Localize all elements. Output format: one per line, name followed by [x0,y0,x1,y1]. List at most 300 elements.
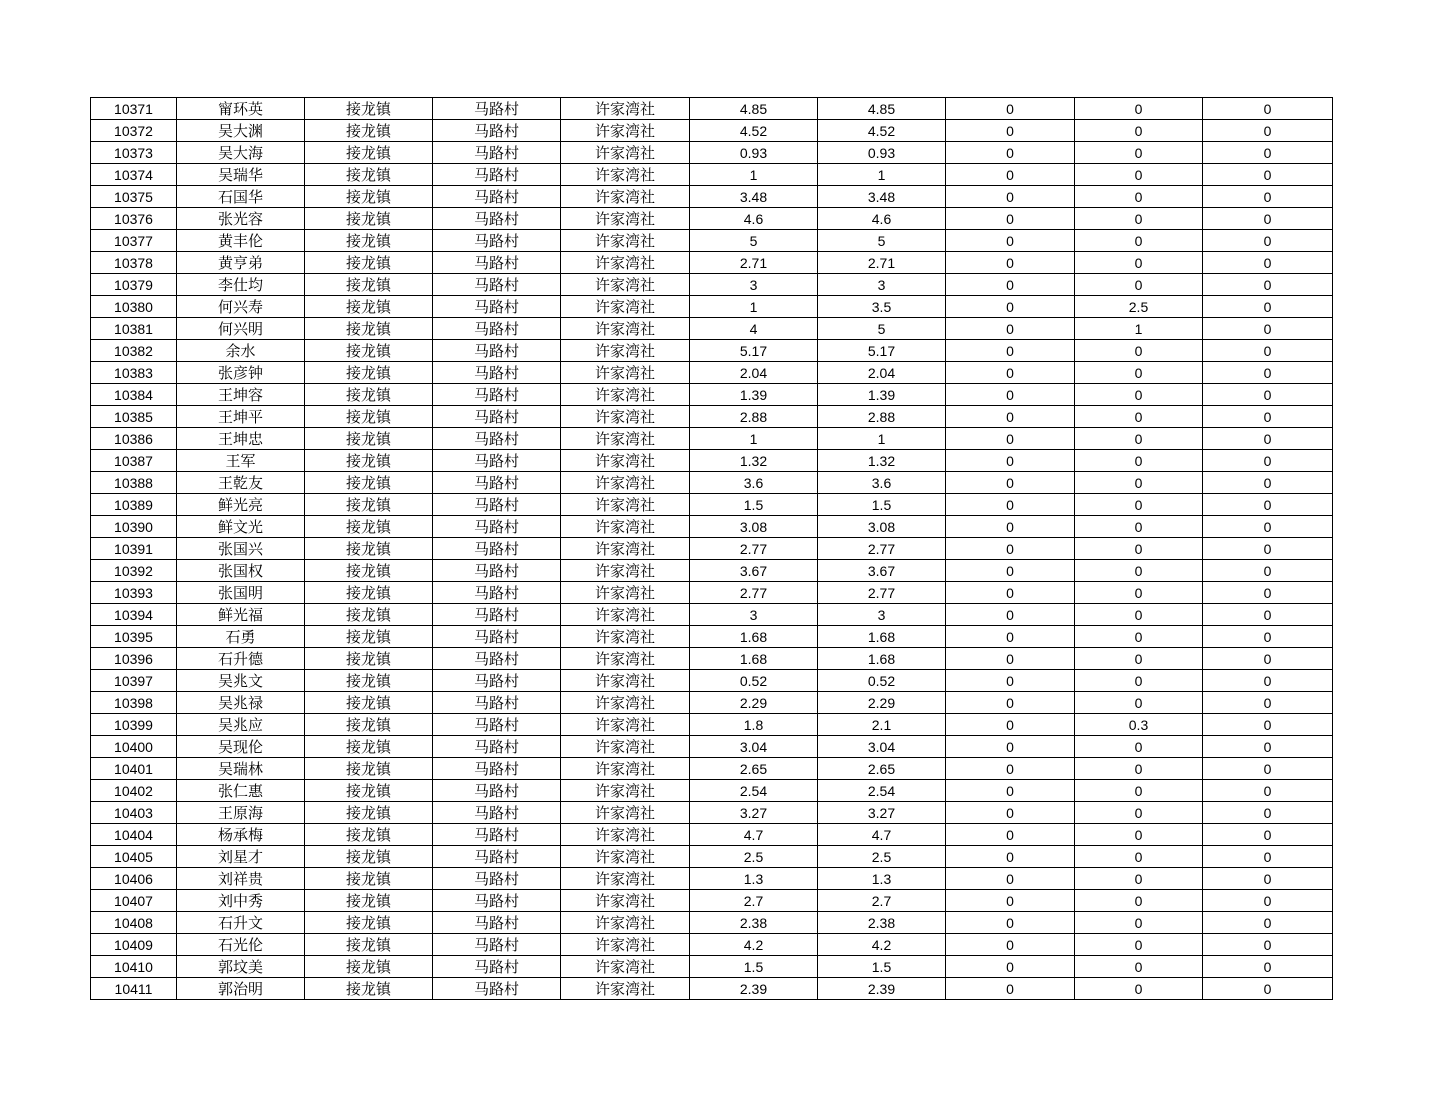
value-b-cell: 1.32 [818,450,946,472]
table-row [91,692,1333,714]
value-d-cell: 0 [1075,98,1203,120]
village-cell: 马路村 [433,362,561,384]
id-cell: 10393 [91,582,177,604]
value-d-cell: 0 [1075,978,1203,1000]
id-cell: 10385 [91,406,177,428]
name-cell: 杨承梅 [177,824,305,846]
value-a-cell: 1.3 [690,868,818,890]
group-cell: 许家湾社 [561,670,690,692]
value-b-cell: 2.5 [818,846,946,868]
value-d-cell: 0 [1075,208,1203,230]
table-row [91,758,1333,780]
value-e-cell: 0 [1203,318,1333,340]
value-d-cell: 0 [1075,736,1203,758]
village-cell: 马路村 [433,472,561,494]
id-cell: 10396 [91,648,177,670]
value-c-cell: 0 [946,714,1075,736]
name-cell: 王乾友 [177,472,305,494]
value-b-cell: 3.27 [818,802,946,824]
value-d-cell: 0 [1075,912,1203,934]
value-e-cell: 0 [1203,890,1333,912]
value-d-cell: 0 [1075,604,1203,626]
value-a-cell: 3.6 [690,472,818,494]
town-cell: 接龙镇 [305,868,433,890]
value-c-cell: 0 [946,428,1075,450]
name-cell: 张国权 [177,560,305,582]
table-row [91,890,1333,912]
id-cell: 10388 [91,472,177,494]
id-cell: 10383 [91,362,177,384]
name-cell: 吴兆应 [177,714,305,736]
table-row [91,934,1333,956]
value-e-cell: 0 [1203,98,1333,120]
value-b-cell: 0.93 [818,142,946,164]
value-e-cell: 0 [1203,340,1333,362]
id-cell: 10382 [91,340,177,362]
group-cell: 许家湾社 [561,384,690,406]
table-row [91,868,1333,890]
name-cell: 甯环英 [177,98,305,120]
value-a-cell: 4.85 [690,98,818,120]
town-cell: 接龙镇 [305,692,433,714]
group-cell: 许家湾社 [561,714,690,736]
value-d-cell: 0 [1075,516,1203,538]
name-cell: 何兴明 [177,318,305,340]
value-e-cell: 0 [1203,736,1333,758]
town-cell: 接龙镇 [305,340,433,362]
value-c-cell: 0 [946,538,1075,560]
table-row [91,780,1333,802]
value-e-cell: 0 [1203,208,1333,230]
value-a-cell: 3.04 [690,736,818,758]
table-row [91,582,1333,604]
town-cell: 接龙镇 [305,626,433,648]
value-b-cell: 2.1 [818,714,946,736]
value-a-cell: 1.68 [690,648,818,670]
value-c-cell: 0 [946,142,1075,164]
town-cell: 接龙镇 [305,186,433,208]
town-cell: 接龙镇 [305,318,433,340]
town-cell: 接龙镇 [305,956,433,978]
id-cell: 10373 [91,142,177,164]
id-cell: 10386 [91,428,177,450]
group-cell: 许家湾社 [561,824,690,846]
group-cell: 许家湾社 [561,472,690,494]
town-cell: 接龙镇 [305,516,433,538]
value-d-cell: 0.3 [1075,714,1203,736]
town-cell: 接龙镇 [305,538,433,560]
value-a-cell: 3.48 [690,186,818,208]
village-cell: 马路村 [433,516,561,538]
value-d-cell: 0 [1075,758,1203,780]
value-c-cell: 0 [946,890,1075,912]
value-a-cell: 2.29 [690,692,818,714]
name-cell: 何兴寿 [177,296,305,318]
value-a-cell: 2.54 [690,780,818,802]
village-cell: 马路村 [433,164,561,186]
name-cell: 石升文 [177,912,305,934]
town-cell: 接龙镇 [305,230,433,252]
value-e-cell: 0 [1203,538,1333,560]
value-c-cell: 0 [946,846,1075,868]
table-row [91,340,1333,362]
town-cell: 接龙镇 [305,670,433,692]
village-cell: 马路村 [433,934,561,956]
town-cell: 接龙镇 [305,582,433,604]
value-c-cell: 0 [946,384,1075,406]
value-e-cell: 0 [1203,626,1333,648]
value-a-cell: 0.93 [690,142,818,164]
value-b-cell: 4.2 [818,934,946,956]
value-c-cell: 0 [946,582,1075,604]
value-e-cell: 0 [1203,384,1333,406]
value-a-cell: 4.6 [690,208,818,230]
town-cell: 接龙镇 [305,648,433,670]
name-cell: 张国明 [177,582,305,604]
table-row [91,494,1333,516]
village-cell: 马路村 [433,802,561,824]
value-c-cell: 0 [946,252,1075,274]
value-c-cell: 0 [946,362,1075,384]
group-cell: 许家湾社 [561,890,690,912]
table-row [91,736,1333,758]
value-e-cell: 0 [1203,582,1333,604]
town-cell: 接龙镇 [305,450,433,472]
group-cell: 许家湾社 [561,978,690,1000]
table-body [91,98,1333,1000]
value-c-cell: 0 [946,230,1075,252]
table-row [91,538,1333,560]
value-b-cell: 1.3 [818,868,946,890]
value-c-cell: 0 [946,164,1075,186]
value-a-cell: 2.65 [690,758,818,780]
name-cell: 李仕均 [177,274,305,296]
value-b-cell: 1.5 [818,956,946,978]
village-cell: 马路村 [433,604,561,626]
village-cell: 马路村 [433,230,561,252]
value-d-cell: 0 [1075,934,1203,956]
value-b-cell: 2.54 [818,780,946,802]
group-cell: 许家湾社 [561,648,690,670]
value-c-cell: 0 [946,670,1075,692]
village-cell: 马路村 [433,758,561,780]
id-cell: 10400 [91,736,177,758]
group-cell: 许家湾社 [561,846,690,868]
value-d-cell: 0 [1075,692,1203,714]
name-cell: 张国兴 [177,538,305,560]
value-e-cell: 0 [1203,230,1333,252]
table-row [91,230,1333,252]
id-cell: 10378 [91,252,177,274]
town-cell: 接龙镇 [305,824,433,846]
value-e-cell: 0 [1203,802,1333,824]
name-cell: 石勇 [177,626,305,648]
value-d-cell: 0 [1075,362,1203,384]
value-c-cell: 0 [946,780,1075,802]
value-d-cell: 0 [1075,670,1203,692]
value-d-cell: 0 [1075,274,1203,296]
value-c-cell: 0 [946,120,1075,142]
group-cell: 许家湾社 [561,912,690,934]
town-cell: 接龙镇 [305,120,433,142]
value-b-cell: 3 [818,604,946,626]
group-cell: 许家湾社 [561,868,690,890]
town-cell: 接龙镇 [305,912,433,934]
table-row [91,362,1333,384]
name-cell: 郭治明 [177,978,305,1000]
value-b-cell: 3.48 [818,186,946,208]
id-cell: 10409 [91,934,177,956]
value-b-cell: 3.67 [818,560,946,582]
name-cell: 吴兆禄 [177,692,305,714]
town-cell: 接龙镇 [305,296,433,318]
value-e-cell: 0 [1203,956,1333,978]
value-d-cell: 0 [1075,582,1203,604]
id-cell: 10407 [91,890,177,912]
value-e-cell: 0 [1203,274,1333,296]
town-cell: 接龙镇 [305,780,433,802]
value-a-cell: 2.88 [690,406,818,428]
value-d-cell: 0 [1075,142,1203,164]
table-row [91,120,1333,142]
id-cell: 10404 [91,824,177,846]
village-cell: 马路村 [433,274,561,296]
name-cell: 吴现伦 [177,736,305,758]
value-d-cell: 0 [1075,824,1203,846]
name-cell: 王军 [177,450,305,472]
name-cell: 刘中秀 [177,890,305,912]
value-a-cell: 2.39 [690,978,818,1000]
value-a-cell: 2.04 [690,362,818,384]
value-b-cell: 4.85 [818,98,946,120]
group-cell: 许家湾社 [561,340,690,362]
id-cell: 10408 [91,912,177,934]
id-cell: 10387 [91,450,177,472]
table-row [91,384,1333,406]
table-row [91,472,1333,494]
village-cell: 马路村 [433,582,561,604]
group-cell: 许家湾社 [561,274,690,296]
value-c-cell: 0 [946,736,1075,758]
group-cell: 许家湾社 [561,230,690,252]
table-row [91,98,1333,120]
id-cell: 10380 [91,296,177,318]
town-cell: 接龙镇 [305,934,433,956]
value-a-cell: 5 [690,230,818,252]
group-cell: 许家湾社 [561,956,690,978]
value-b-cell: 2.38 [818,912,946,934]
value-b-cell: 2.7 [818,890,946,912]
value-b-cell: 2.39 [818,978,946,1000]
id-cell: 10375 [91,186,177,208]
value-a-cell: 3.67 [690,560,818,582]
id-cell: 10406 [91,868,177,890]
name-cell: 黄亨弟 [177,252,305,274]
group-cell: 许家湾社 [561,164,690,186]
id-cell: 10398 [91,692,177,714]
value-a-cell: 1.5 [690,494,818,516]
value-c-cell: 0 [946,978,1075,1000]
value-a-cell: 4.2 [690,934,818,956]
town-cell: 接龙镇 [305,494,433,516]
town-cell: 接龙镇 [305,802,433,824]
name-cell: 刘星才 [177,846,305,868]
value-e-cell: 0 [1203,648,1333,670]
table-row [91,978,1333,1000]
town-cell: 接龙镇 [305,714,433,736]
village-cell: 马路村 [433,428,561,450]
group-cell: 许家湾社 [561,934,690,956]
village-cell: 马路村 [433,824,561,846]
value-e-cell: 0 [1203,120,1333,142]
value-c-cell: 0 [946,956,1075,978]
town-cell: 接龙镇 [305,758,433,780]
value-d-cell: 0 [1075,890,1203,912]
value-b-cell: 2.71 [818,252,946,274]
group-cell: 许家湾社 [561,516,690,538]
name-cell: 吴兆文 [177,670,305,692]
group-cell: 许家湾社 [561,626,690,648]
value-b-cell: 3.6 [818,472,946,494]
table-row [91,274,1333,296]
value-c-cell: 0 [946,296,1075,318]
table-row [91,802,1333,824]
value-c-cell: 0 [946,824,1075,846]
value-a-cell: 2.71 [690,252,818,274]
value-e-cell: 0 [1203,824,1333,846]
value-b-cell: 4.52 [818,120,946,142]
id-cell: 10372 [91,120,177,142]
value-e-cell: 0 [1203,164,1333,186]
value-b-cell: 4.6 [818,208,946,230]
group-cell: 许家湾社 [561,296,690,318]
village-cell: 马路村 [433,450,561,472]
group-cell: 许家湾社 [561,362,690,384]
value-b-cell: 1.68 [818,626,946,648]
id-cell: 10384 [91,384,177,406]
value-a-cell: 1.8 [690,714,818,736]
value-d-cell: 0 [1075,406,1203,428]
value-a-cell: 3.27 [690,802,818,824]
id-cell: 10392 [91,560,177,582]
value-e-cell: 0 [1203,472,1333,494]
value-e-cell: 0 [1203,186,1333,208]
value-e-cell: 0 [1203,252,1333,274]
town-cell: 接龙镇 [305,428,433,450]
name-cell: 郭坟美 [177,956,305,978]
value-a-cell: 1.5 [690,956,818,978]
value-e-cell: 0 [1203,934,1333,956]
village-cell: 马路村 [433,560,561,582]
group-cell: 许家湾社 [561,582,690,604]
value-d-cell: 0 [1075,846,1203,868]
village-cell: 马路村 [433,538,561,560]
id-cell: 10374 [91,164,177,186]
village-cell: 马路村 [433,956,561,978]
id-cell: 10403 [91,802,177,824]
name-cell: 王原海 [177,802,305,824]
name-cell: 鲜文光 [177,516,305,538]
value-c-cell: 0 [946,648,1075,670]
village-cell: 马路村 [433,912,561,934]
value-e-cell: 0 [1203,604,1333,626]
id-cell: 10377 [91,230,177,252]
group-cell: 许家湾社 [561,494,690,516]
village-cell: 马路村 [433,670,561,692]
name-cell: 余水 [177,340,305,362]
value-b-cell: 3.08 [818,516,946,538]
value-e-cell: 0 [1203,428,1333,450]
value-d-cell: 0 [1075,538,1203,560]
id-cell: 10390 [91,516,177,538]
id-cell: 10402 [91,780,177,802]
table-row [91,252,1333,274]
value-b-cell: 5 [818,318,946,340]
value-a-cell: 3 [690,274,818,296]
data-table [90,97,1333,1000]
table-row [91,296,1333,318]
id-cell: 10397 [91,670,177,692]
table-row [91,318,1333,340]
village-cell: 马路村 [433,340,561,362]
value-d-cell: 0 [1075,956,1203,978]
name-cell: 吴瑞华 [177,164,305,186]
village-cell: 马路村 [433,692,561,714]
group-cell: 许家湾社 [561,736,690,758]
table-row [91,714,1333,736]
value-e-cell: 0 [1203,406,1333,428]
value-b-cell: 1.39 [818,384,946,406]
value-b-cell: 5 [818,230,946,252]
village-cell: 马路村 [433,648,561,670]
group-cell: 许家湾社 [561,758,690,780]
name-cell: 鲜光福 [177,604,305,626]
value-c-cell: 0 [946,274,1075,296]
value-c-cell: 0 [946,340,1075,362]
village-cell: 马路村 [433,252,561,274]
table-row [91,406,1333,428]
table-row [91,846,1333,868]
name-cell: 张彦钟 [177,362,305,384]
table-row [91,164,1333,186]
id-cell: 10399 [91,714,177,736]
village-cell: 马路村 [433,846,561,868]
value-a-cell: 3 [690,604,818,626]
value-b-cell: 1.68 [818,648,946,670]
group-cell: 许家湾社 [561,142,690,164]
value-c-cell: 0 [946,208,1075,230]
value-d-cell: 0 [1075,472,1203,494]
value-a-cell: 4.7 [690,824,818,846]
value-e-cell: 0 [1203,560,1333,582]
value-e-cell: 0 [1203,142,1333,164]
value-e-cell: 0 [1203,912,1333,934]
value-d-cell: 0 [1075,164,1203,186]
value-c-cell: 0 [946,802,1075,824]
town-cell: 接龙镇 [305,846,433,868]
value-b-cell: 1 [818,164,946,186]
value-c-cell: 0 [946,472,1075,494]
town-cell: 接龙镇 [305,274,433,296]
town-cell: 接龙镇 [305,252,433,274]
value-c-cell: 0 [946,98,1075,120]
value-b-cell: 2.29 [818,692,946,714]
value-d-cell: 0 [1075,560,1203,582]
town-cell: 接龙镇 [305,978,433,1000]
village-cell: 马路村 [433,714,561,736]
town-cell: 接龙镇 [305,362,433,384]
village-cell: 马路村 [433,780,561,802]
